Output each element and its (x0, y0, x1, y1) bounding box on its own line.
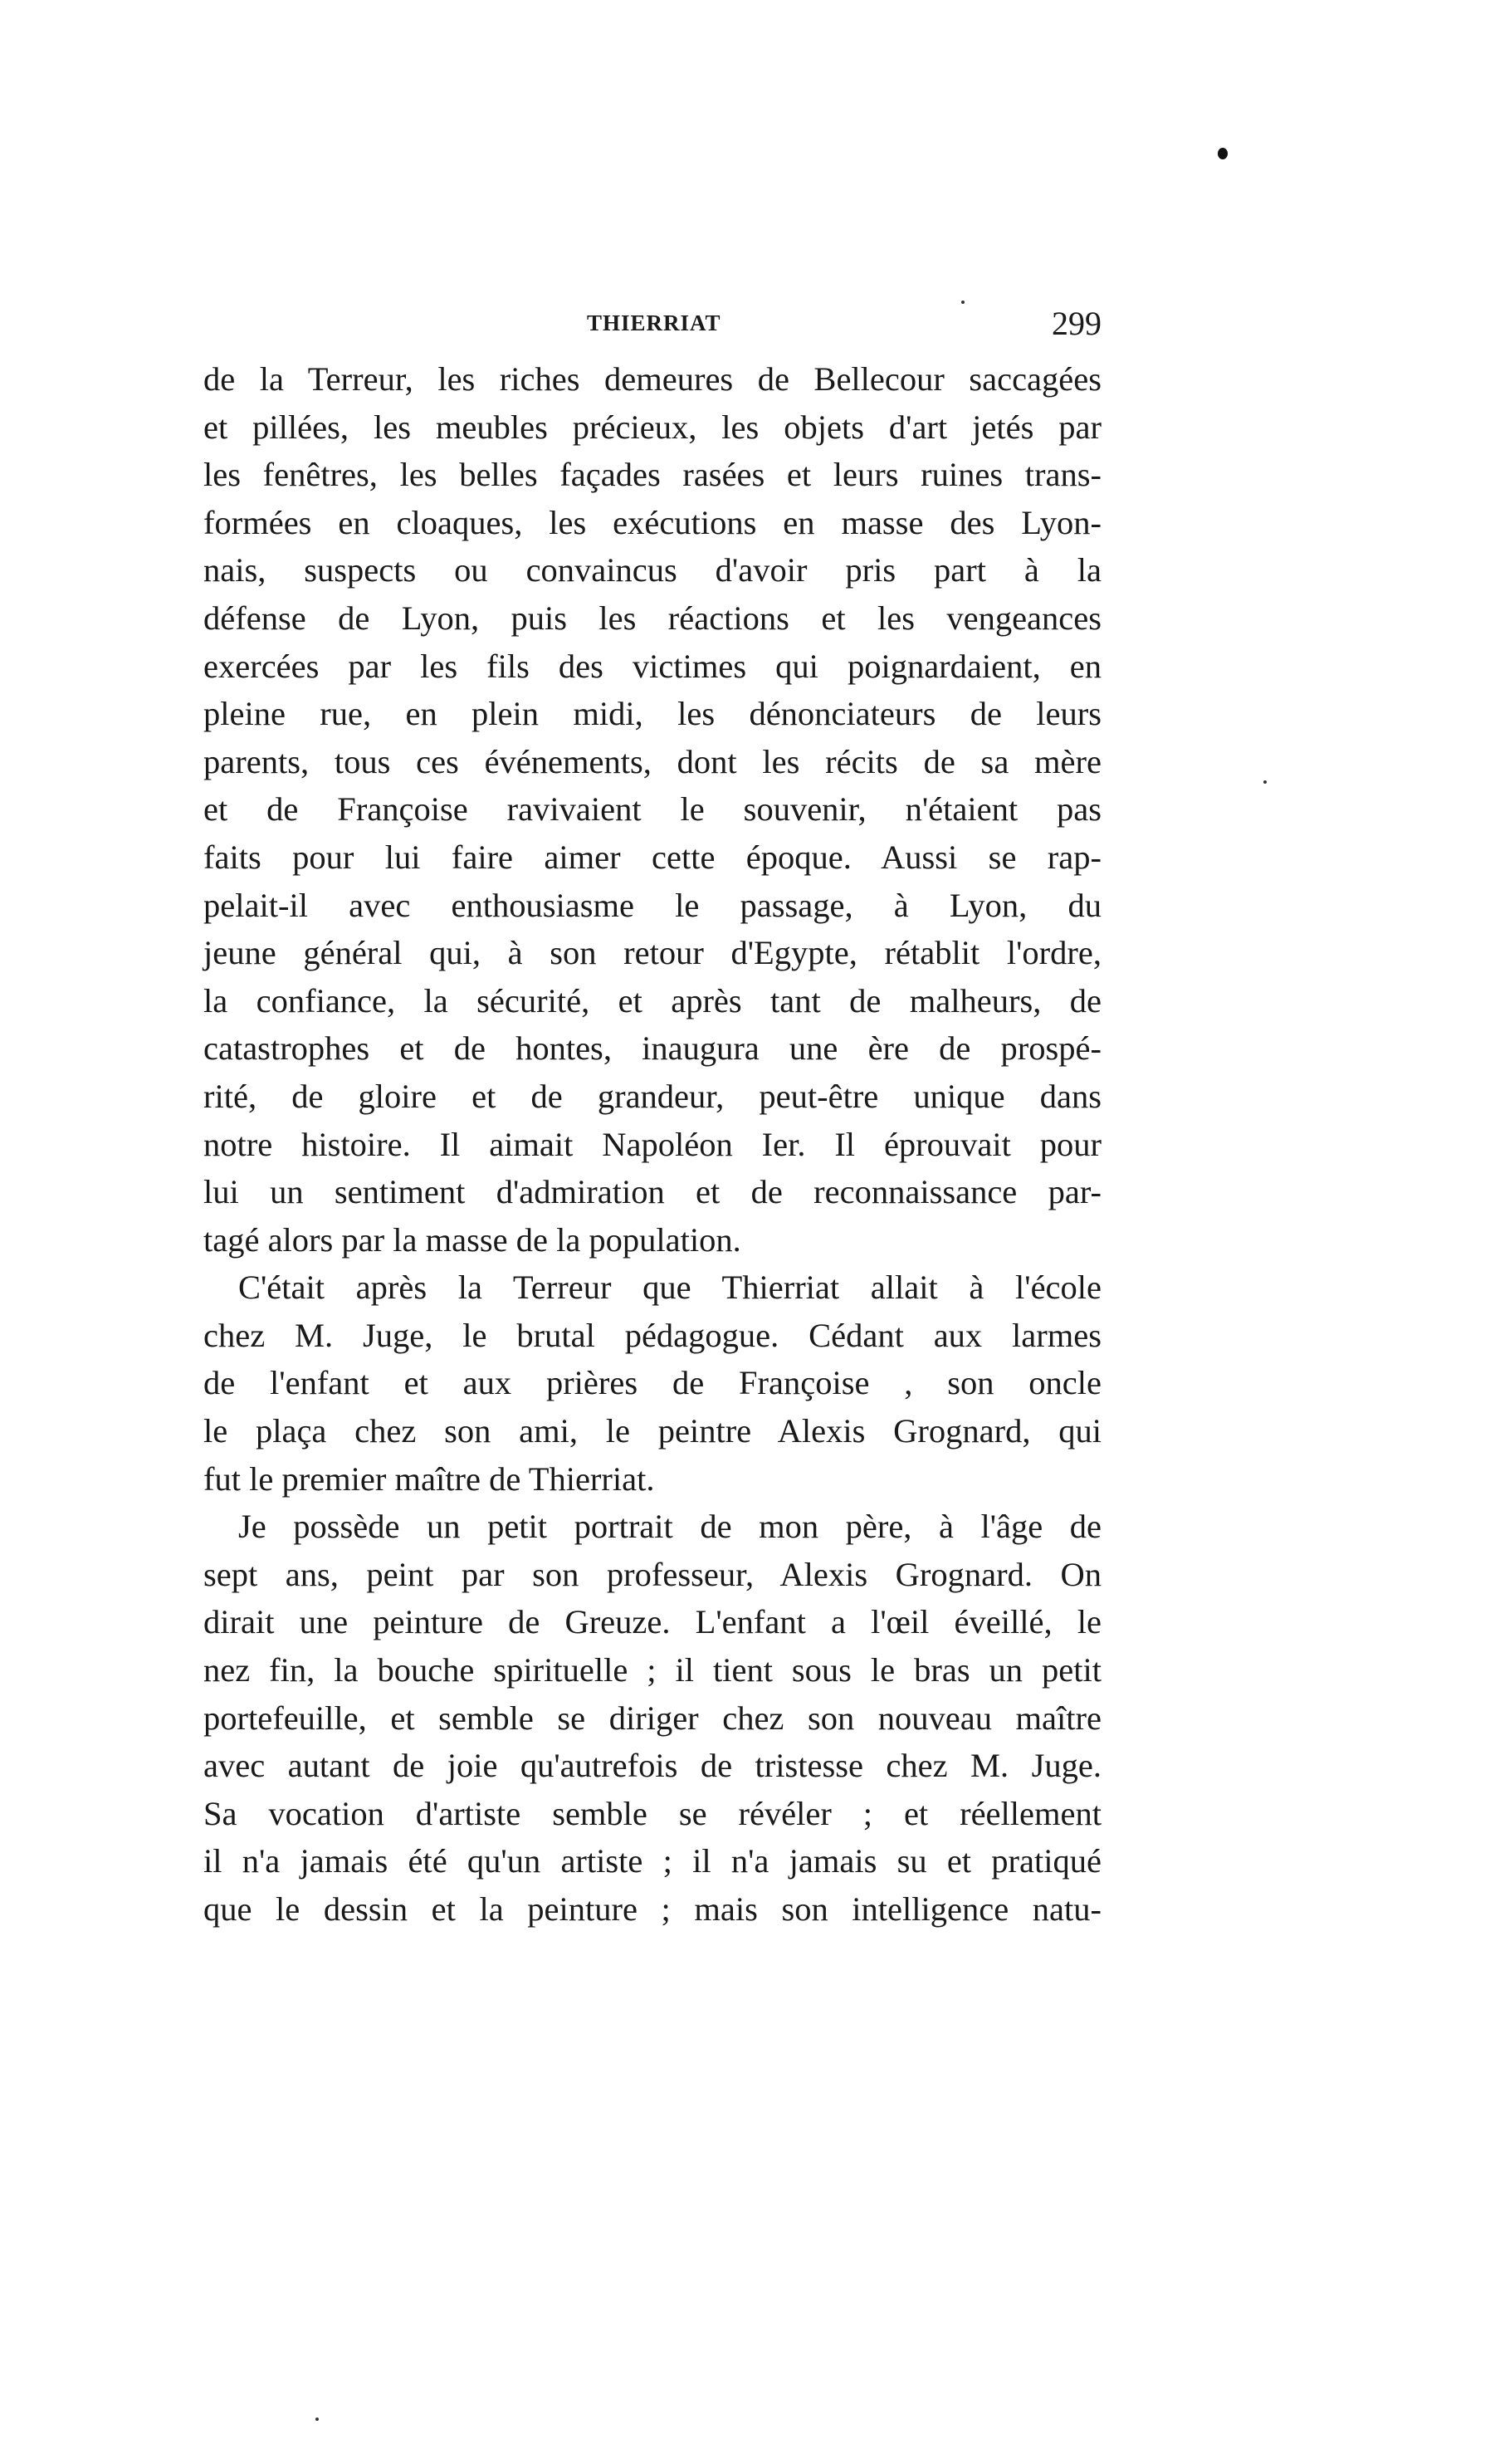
paragraph (203, 1264, 1102, 1503)
text-line: C'était après la Terreur que Thierriat allait à l'école (238, 1269, 1102, 1307)
text-line: parents, tous ces événements, dont les récits de sa mère (203, 742, 1102, 780)
text-line: la confiance, la sécurité, et après tant de malheurs, de (203, 981, 1102, 1019)
text-line: il n'a jamais été qu'un artiste ; il n'a jamais su et pratiqué (203, 1842, 1102, 1880)
text-line: avec autant de joie qu'autrefois de tristesse chez M. Juge. (203, 1747, 1102, 1785)
text-line: les fenêtres, les belles façades rasées et leurs ruines trans- (203, 456, 1102, 494)
text-line: pleine rue, en plein midi, les dénonciateurs de leurs (203, 695, 1102, 733)
paragraph (203, 355, 1102, 1264)
ink-speck (315, 2418, 319, 2421)
text-line: chez M. Juge, le brutal pédagogue. Cédant aux larmes (203, 1316, 1102, 1354)
text-line: que le dessin et la peinture ; mais son intelligence natu- (203, 1890, 1102, 1928)
text-line: Je possède un petit portrait de mon père, à l'âge de (238, 1508, 1102, 1546)
text-line: tagé alors par la masse de la population. (203, 1220, 741, 1259)
text-line: portefeuille, et semble se diriger chez son nouveau maître (203, 1699, 1102, 1737)
text-line: fut le premier maître de Thierriat. (203, 1459, 655, 1498)
text-line: formées en cloaques, les exécutions en masse des Lyon- (203, 503, 1102, 541)
text-line: catastrophes et de hontes, inaugura une ère de prospé- (203, 1029, 1102, 1068)
text-line: notre histoire. Il aimait Napoléon Ier. Il éprouvait pour (203, 1125, 1102, 1163)
body-text (203, 355, 1102, 1934)
paragraph (203, 1503, 1102, 1933)
text-line: rité, de gloire et de grandeur, peut-être unique dans (203, 1077, 1102, 1115)
page-number: 299 (1052, 305, 1102, 342)
page-header (203, 304, 1102, 354)
running-head: THIERRIAT (587, 310, 721, 335)
text-line: faits pour lui faire aimer cette époque. Aussi se rap- (203, 838, 1102, 876)
text-line: et de Françoise ravivaient le souvenir, n'étaient pas (203, 790, 1102, 829)
ink-dot-mark (1218, 148, 1228, 159)
text-line: et pillées, les meubles précieux, les objets d'art jetés par (203, 408, 1102, 446)
text-line: exercées par les fils des victimes qui poignardaient, en (203, 647, 1102, 685)
text-line: de l'enfant et aux prières de Françoise , son oncle (203, 1364, 1102, 1402)
text-line: nais, suspects ou convaincus d'avoir pris part à la (203, 551, 1102, 589)
text-line: sept ans, peint par son professeur, Alexis Grognard. On (203, 1555, 1102, 1593)
text-line: nez fin, la bouche spirituelle ; il tient sous le bras un petit (203, 1651, 1102, 1689)
text-line: pelait-il avec enthousiasme le passage, à Lyon, du (203, 886, 1102, 924)
text-line: de la Terreur, les riches demeures de Bellecour saccagées (203, 360, 1102, 398)
text-line: le plaça chez son ami, le peintre Alexis Grognard, qui (203, 1412, 1102, 1450)
text-line: défense de Lyon, puis les réactions et les vengeances (203, 599, 1102, 637)
ink-speck (1263, 780, 1267, 784)
text-line: jeune général qui, à son retour d'Egypte, rétablit l'ordre, (203, 934, 1102, 972)
text-line: Sa vocation d'artiste semble se révéler ; et réellement (203, 1794, 1102, 1832)
text-line: lui un sentiment d'admiration et de reconnaissance par- (203, 1173, 1102, 1211)
text-line: dirait une peinture de Greuze. L'enfant a l'œil éveillé, le (203, 1603, 1102, 1641)
